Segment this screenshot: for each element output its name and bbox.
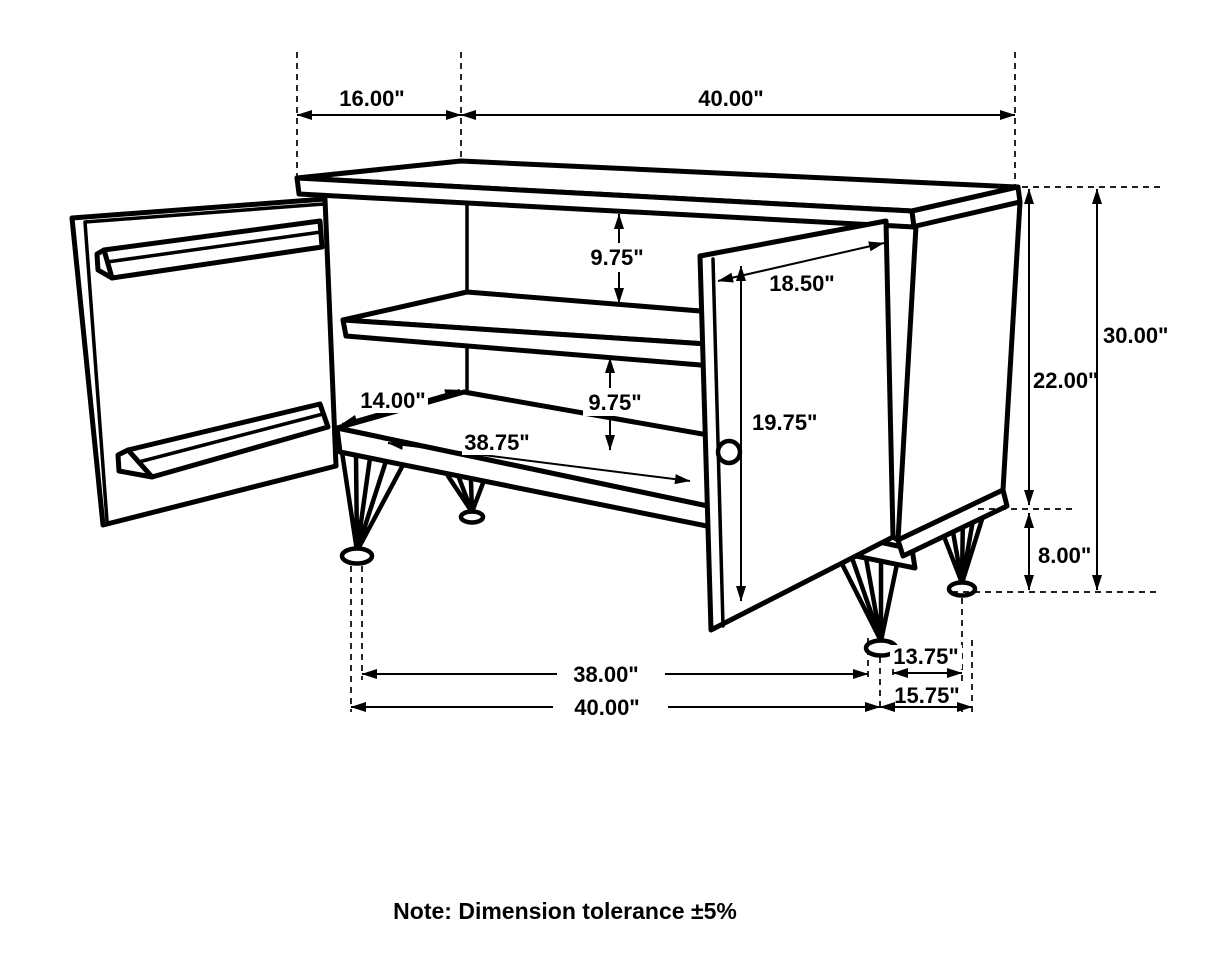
hairpin-leg-front-right — [836, 552, 897, 656]
door-knob-icon — [718, 441, 740, 463]
dim-label-top-width: 40.00" — [698, 86, 764, 111]
dimension-leg-height — [1029, 513, 1091, 590]
dim-label-side-feet-span: 13.75" — [893, 644, 959, 669]
dim-label-door-width: 18.50" — [769, 271, 835, 296]
dimension-top-width — [461, 86, 1015, 115]
dim-label-front-feet-span: 38.00" — [573, 662, 639, 687]
dim-label-leg-height: 8.00" — [1038, 543, 1092, 568]
dim-label-top-depth: 16.00" — [339, 86, 405, 111]
foot-pad — [342, 549, 372, 564]
dim-label-door-height: 19.75" — [752, 410, 818, 435]
dim-label-base-width: 40.00" — [574, 695, 640, 720]
hairpin-leg-rear-left — [448, 476, 483, 523]
dimension-base-depth — [880, 683, 972, 708]
dimension-overall-height — [1097, 189, 1168, 590]
cabinet-interior — [343, 204, 737, 391]
tolerance-note: Note: Dimension tolerance ±5% — [393, 898, 737, 924]
dim-label-body-height: 22.00" — [1033, 368, 1099, 393]
dim-label-interior-depth: 14.00" — [360, 388, 426, 413]
dimension-base-width — [351, 695, 880, 720]
dimension-top-depth — [297, 86, 461, 115]
foot-pad — [461, 512, 483, 523]
dimension-side-feet-span — [890, 644, 962, 673]
dim-label-overall-height: 30.00" — [1103, 323, 1169, 348]
dimension-upper-clearance — [590, 214, 643, 303]
dim-label-base-depth: 15.75" — [894, 683, 960, 708]
foot-pad — [949, 583, 975, 596]
dim-label-interior-width: 38.75" — [464, 430, 530, 455]
dimension-front-feet-span — [362, 662, 868, 687]
dim-label-upper-clearance: 9.75" — [590, 245, 644, 270]
cabinet-top-panel — [297, 161, 1020, 227]
dim-label-lower-clearance: 9.75" — [588, 390, 642, 415]
cabinet-right-side-panel — [898, 202, 1020, 556]
dimension-body-height — [1029, 189, 1098, 505]
hairpin-leg-front-left — [342, 452, 403, 564]
cabinet-drawing — [72, 161, 1020, 656]
left-door — [72, 199, 336, 525]
